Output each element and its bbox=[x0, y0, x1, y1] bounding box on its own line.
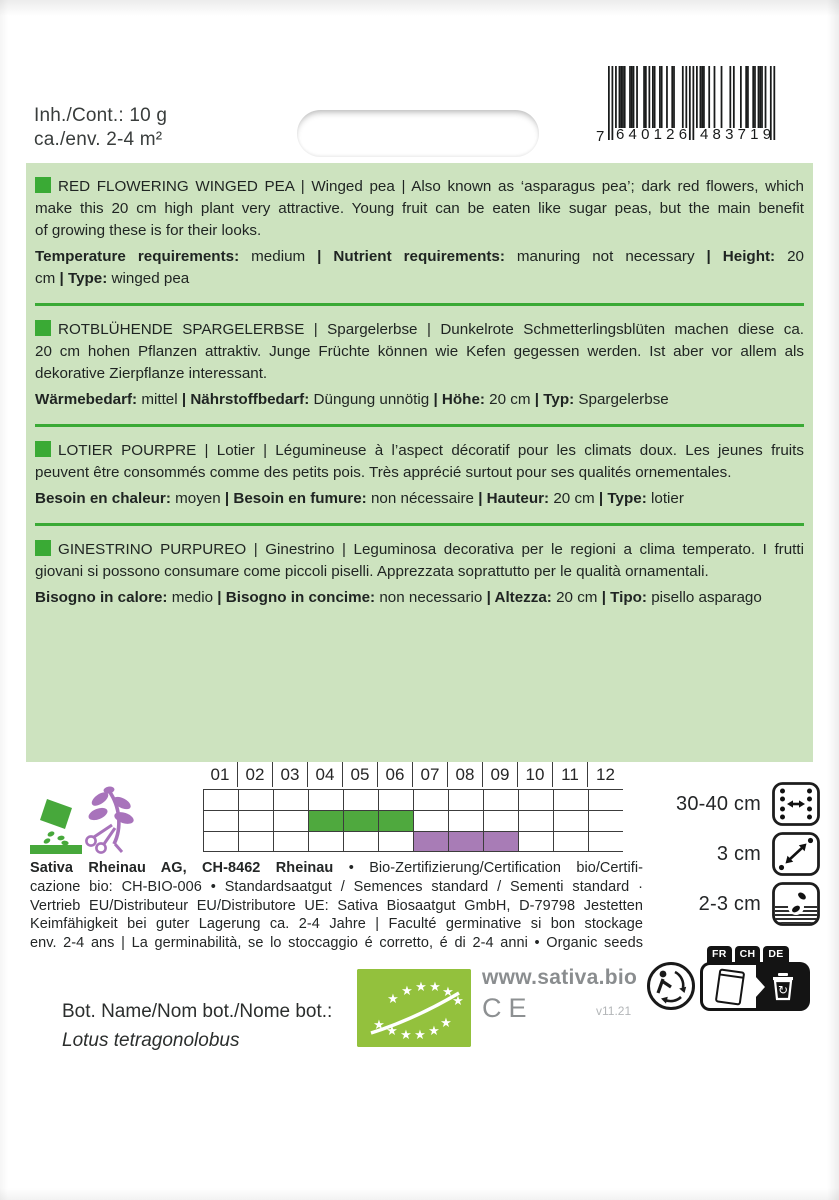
section-divider bbox=[35, 523, 804, 526]
calendar-row-pre-culture bbox=[203, 790, 623, 810]
recycling-label bbox=[700, 946, 818, 1011]
calendar-month-label: 06 bbox=[378, 762, 413, 787]
content-coverage: ca./env. 2-4 m² bbox=[34, 129, 163, 150]
text-segment: giovani si possono consumare come piccoli piselli. Apprezzata soprattutto per le qualità ornamentali. bbox=[35, 563, 709, 580]
calendar-cell bbox=[483, 811, 518, 831]
calendar-cell bbox=[273, 811, 308, 831]
svg-text:★: ★ bbox=[415, 980, 427, 995]
text-segment: peuvent être consommés comme des petits pois. Très apprécié surtout pour ses qualités ornementales. bbox=[35, 464, 732, 481]
svg-text:★: ★ bbox=[429, 980, 441, 995]
svg-text:★: ★ bbox=[452, 994, 464, 1009]
harvest-icon bbox=[82, 786, 134, 856]
calendar-cell bbox=[413, 811, 448, 831]
text-segment: ROTBLÜHENDE SPARGELERBSE | Spargelerbse | Dunkelrote Schmetterlingsblüten machen diese ca. bbox=[58, 321, 804, 338]
calendar-grid bbox=[203, 789, 623, 852]
text-segment: | Nährstoffbedarf: bbox=[181, 391, 310, 408]
calendar-cell bbox=[518, 832, 553, 851]
calendar-cell bbox=[553, 811, 588, 831]
text-segment: | Type: bbox=[59, 270, 108, 287]
svg-text:↻: ↻ bbox=[777, 982, 789, 997]
company-info-line bbox=[30, 934, 643, 953]
text-segment: Temperature requirements: bbox=[35, 248, 240, 265]
calendar-cell bbox=[203, 790, 238, 810]
calendar-month-label: 02 bbox=[238, 762, 273, 787]
text-segment: 20 bbox=[775, 248, 804, 265]
barcode-digits-left: 640126 bbox=[616, 126, 692, 143]
calendar-cell bbox=[238, 790, 273, 810]
packet-pictogram bbox=[700, 962, 756, 1011]
svg-text:★: ★ bbox=[442, 985, 454, 1000]
plant-spacing-row bbox=[620, 832, 820, 876]
calendar-cell bbox=[343, 811, 378, 831]
text-segment: pisello asparago bbox=[647, 589, 762, 606]
recycling-label-body bbox=[700, 962, 818, 1011]
calendar-cell bbox=[588, 790, 623, 810]
text-line bbox=[35, 539, 804, 561]
text-segment: RED FLOWERING WINGED PEA | Winged pea | Also known as ‘asparagus pea’; dark red flowers, which bbox=[58, 178, 804, 195]
text-segment: | Typ: bbox=[534, 391, 575, 408]
text-segment: | Nutrient requirements: bbox=[317, 248, 505, 265]
text-line bbox=[35, 462, 804, 484]
calendar-cell bbox=[448, 790, 483, 810]
sowing-icon bbox=[30, 798, 84, 854]
calendar-month-label: 09 bbox=[483, 762, 518, 787]
calendar-month-label: 05 bbox=[343, 762, 378, 787]
text-segment: 20 cm hohen Pflanzen attraktiv. Junge Früchte können wie Kefen gegessen werden. Ist aber vor allem als bbox=[35, 343, 804, 360]
calendar-month-label: 03 bbox=[273, 762, 308, 787]
text-segment: Sativa Rheinau AG, CH-8462 Rheinau bbox=[30, 860, 334, 876]
country-tab-fr: FR bbox=[707, 946, 732, 963]
calendar-cell bbox=[553, 790, 588, 810]
company-info-line bbox=[30, 897, 643, 916]
svg-text:★: ★ bbox=[414, 1028, 426, 1043]
text-segment: Spargelerbse bbox=[574, 391, 669, 408]
text-segment: non necessario bbox=[375, 589, 487, 606]
text-line bbox=[35, 488, 804, 510]
barcode-digit-first: 7 bbox=[596, 128, 605, 145]
svg-text:★: ★ bbox=[400, 1028, 412, 1043]
calendar-cell bbox=[343, 832, 378, 851]
text-line bbox=[35, 341, 804, 363]
barcode bbox=[596, 66, 778, 156]
description-section-fr bbox=[35, 440, 804, 510]
content-info bbox=[34, 104, 167, 152]
text-segment: | Besoin en fumure: bbox=[224, 490, 367, 507]
barcode-digits-right: 483719 bbox=[700, 126, 776, 143]
content-weight: Inh./Cont.: 10 g bbox=[34, 105, 168, 126]
text-line bbox=[35, 440, 804, 462]
text-line bbox=[35, 198, 804, 220]
triman-recycling-logo bbox=[645, 960, 697, 1012]
row-spacing-row bbox=[620, 782, 820, 826]
calendar-cell bbox=[203, 811, 238, 831]
calendar-row-direct-sowing bbox=[203, 810, 623, 832]
row-spacing-icon bbox=[772, 782, 820, 826]
calendar-month-label: 01 bbox=[203, 762, 238, 787]
section-bullet-icon bbox=[35, 320, 51, 336]
company-info-line bbox=[30, 878, 643, 897]
calendar-cell bbox=[378, 790, 413, 810]
text-segment: Keimfähigkeit bei guter Lagerung ca. 2-4 Jahre | Faculté germinative si bon stockage bbox=[30, 916, 643, 933]
country-tab-de: DE bbox=[763, 946, 788, 963]
section-bullet-icon bbox=[35, 441, 51, 457]
calendar-cell bbox=[483, 832, 518, 851]
packet-edge-shading-right bbox=[827, 0, 839, 1200]
calendar-cell bbox=[413, 832, 448, 851]
recycling-country-tabs bbox=[707, 946, 818, 963]
calendar-cell bbox=[413, 790, 448, 810]
text-segment: manuring not necessary bbox=[504, 248, 707, 265]
row-spacing-label: 30-40 cm bbox=[676, 792, 761, 815]
calendar-cell bbox=[588, 832, 623, 851]
text-segment: 20 cm bbox=[551, 589, 602, 606]
text-segment: moyen bbox=[170, 490, 225, 507]
text-segment: mittel bbox=[137, 391, 182, 408]
spacing-info bbox=[620, 782, 820, 932]
hang-hole bbox=[297, 110, 539, 157]
country-tab-ch: CH bbox=[735, 946, 761, 963]
text-segment: medium bbox=[239, 248, 318, 265]
svg-text:★: ★ bbox=[373, 1018, 385, 1033]
recycling-bin-panel bbox=[756, 962, 810, 1011]
text-segment: winged pea bbox=[107, 270, 190, 287]
text-segment: Besoin en chaleur: bbox=[35, 490, 171, 507]
text-line bbox=[35, 363, 804, 385]
text-line bbox=[35, 268, 804, 290]
calendar-cell bbox=[483, 790, 518, 810]
calendar-cell bbox=[238, 811, 273, 831]
description-section-en bbox=[35, 176, 804, 290]
text-segment: Düngung unnötig bbox=[309, 391, 434, 408]
calendar-cell bbox=[518, 811, 553, 831]
calendar-cell bbox=[448, 811, 483, 831]
calendar-cell bbox=[588, 811, 623, 831]
text-line bbox=[35, 246, 804, 268]
calendar-month-label: 10 bbox=[518, 762, 553, 787]
text-line bbox=[35, 176, 804, 198]
description-sections bbox=[26, 163, 813, 609]
description-section-de bbox=[35, 319, 804, 411]
envelope-icon bbox=[714, 968, 744, 1005]
calendar-month-label: 07 bbox=[413, 762, 448, 787]
sowing-depth-row bbox=[620, 882, 820, 926]
text-segment: | Bisogno in concime: bbox=[217, 589, 376, 606]
svg-text:★: ★ bbox=[428, 1024, 440, 1039]
text-segment: cazione bio: CH-BIO-006 • Standardsaatgut / Semences standard / Sementi standard · bbox=[30, 878, 643, 895]
calendar-cell bbox=[203, 832, 238, 851]
calendar-month-label: 04 bbox=[308, 762, 343, 787]
botanical-name-label: Bot. Name/Nom bot./Nome bot.: bbox=[62, 1001, 333, 1022]
text-segment: cm bbox=[35, 270, 60, 287]
svg-text:★: ★ bbox=[387, 992, 399, 1007]
text-segment: 20 cm bbox=[549, 490, 599, 507]
text-segment: GINESTRINO PURPUREO | Ginestrino | Leguminosa decorativa per le regioni a clima temperato. I frutti bbox=[58, 541, 804, 558]
text-segment: Wärmebedarf: bbox=[35, 391, 138, 408]
calendar-month-header bbox=[203, 762, 623, 787]
text-segment: • Bio-Zertifizierung/Certification bio/Certifi- bbox=[333, 860, 643, 876]
text-segment: 20 cm bbox=[484, 391, 535, 408]
svg-text:★: ★ bbox=[401, 984, 413, 999]
text-segment: make this 20 cm high plant very attractive. Young fruit can be eaten like sugar peas, but the main benefit bbox=[35, 200, 804, 217]
plant-spacing-icon bbox=[772, 832, 820, 876]
text-segment: of growing these is for their looks. bbox=[35, 222, 262, 239]
text-line bbox=[35, 319, 804, 341]
botanical-name-latin: Lotus tetragonolobus bbox=[62, 1030, 240, 1051]
calendar-cell bbox=[308, 832, 343, 851]
svg-text:★: ★ bbox=[386, 1024, 398, 1039]
section-bullet-icon bbox=[35, 540, 51, 556]
calendar-month-label: 12 bbox=[596, 765, 615, 784]
calendar-cell bbox=[273, 832, 308, 851]
text-segment: LOTIER POURPRE | Lotier | Légumineuse à l’aspect décoratif pour les climats doux. Les jeunes fruits bbox=[58, 442, 804, 459]
calendar-cell bbox=[518, 790, 553, 810]
text-line bbox=[35, 389, 804, 411]
text-segment: | Höhe: bbox=[433, 391, 485, 408]
calendar-cell bbox=[553, 832, 588, 851]
company-info bbox=[30, 859, 643, 953]
calendar-cell bbox=[238, 832, 273, 851]
text-segment: | Altezza: bbox=[486, 589, 552, 606]
calendar-cell bbox=[308, 790, 343, 810]
packet-edge-shading-top bbox=[0, 0, 839, 16]
section-divider bbox=[35, 303, 804, 306]
text-segment: | Hauteur: bbox=[478, 490, 550, 507]
calendar-month-label: 11 bbox=[553, 762, 588, 787]
calendar-cell bbox=[343, 790, 378, 810]
calendar-month-label: 08 bbox=[448, 762, 483, 787]
text-segment: env. 2-4 ans | La germinabilità, se lo stoccaggio é corretto, é di 2-4 anni • Organic seeds bbox=[30, 935, 643, 952]
description-panel bbox=[26, 163, 813, 762]
company-info-line bbox=[30, 859, 643, 878]
text-segment: non nécessaire bbox=[366, 490, 479, 507]
sowing-depth-icon bbox=[772, 882, 820, 926]
text-line bbox=[35, 220, 804, 242]
calendar-cell bbox=[273, 790, 308, 810]
text-segment: medio bbox=[167, 589, 218, 606]
ce-mark: CE bbox=[482, 993, 534, 1023]
company-info-line bbox=[30, 915, 643, 934]
calendar-cell bbox=[378, 832, 413, 851]
eu-organic-logo bbox=[357, 969, 471, 1047]
text-segment: Vertrieb EU/Distributeur EU/Distributore UE: Sativa Biosaatgut GmbH, D-79798 Jestetten bbox=[30, 897, 643, 914]
recycling-bin-icon bbox=[770, 971, 796, 1003]
svg-text:★: ★ bbox=[440, 1016, 452, 1031]
text-segment: | Type: bbox=[598, 490, 647, 507]
text-segment: lotier bbox=[646, 490, 684, 507]
plant-spacing-label: 3 cm bbox=[716, 842, 761, 865]
website-url: www.sativa.bio bbox=[482, 966, 638, 989]
botanical-name bbox=[62, 997, 332, 1055]
description-section-it bbox=[35, 539, 804, 609]
version-number: v11.21 bbox=[596, 1004, 632, 1018]
text-segment: Bisogno in calore: bbox=[35, 589, 168, 606]
calendar-cell bbox=[308, 811, 343, 831]
calendar-cell bbox=[378, 811, 413, 831]
packet-edge-shading-left bbox=[0, 0, 8, 1200]
section-bullet-icon bbox=[35, 177, 51, 193]
text-line bbox=[35, 561, 804, 583]
text-line bbox=[35, 587, 804, 609]
section-divider bbox=[35, 424, 804, 427]
text-segment: | Height: bbox=[706, 248, 776, 265]
calendar-cell bbox=[448, 832, 483, 851]
text-segment: dekorative Zierpflanze interessant. bbox=[35, 365, 268, 382]
sowing-depth-label: 2-3 cm bbox=[698, 892, 761, 915]
calendar-row-harvest bbox=[203, 832, 623, 851]
text-segment: | Tipo: bbox=[601, 589, 647, 606]
packet-edge-shading-bottom bbox=[0, 1188, 839, 1200]
